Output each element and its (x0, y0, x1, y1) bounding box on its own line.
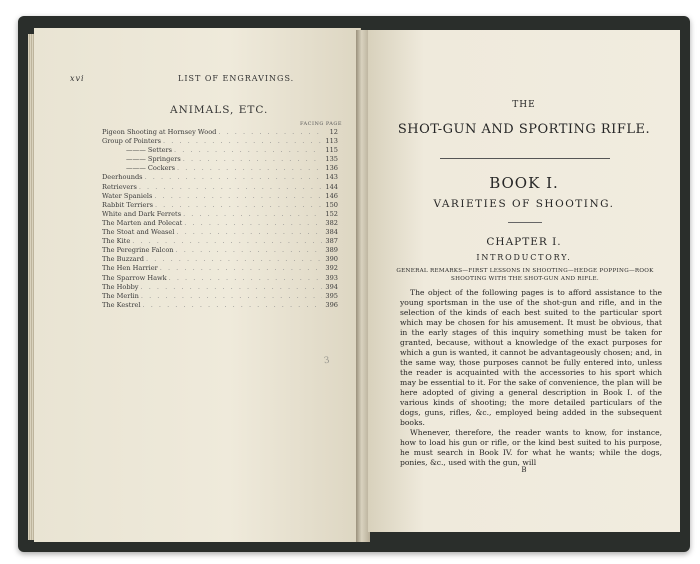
entry-label: The Kite (102, 237, 131, 246)
entry-page: 143 (325, 173, 338, 182)
list-item (102, 255, 338, 264)
entry-page: 146 (325, 191, 338, 200)
entry-page: 115 (325, 146, 338, 155)
leader-dots (141, 292, 322, 301)
leader-dots (183, 210, 322, 219)
entry-label: Deerhounds (102, 173, 143, 182)
entry-label: Water Spaniels (102, 191, 153, 200)
entry-label: ——— Springers (126, 155, 181, 164)
page-number: xvi (70, 74, 85, 83)
entry-page: 150 (325, 200, 338, 209)
list-item (102, 210, 338, 219)
entry-label: The Merlin (102, 291, 139, 300)
entry-label: The Buzzard (102, 255, 144, 264)
section-title: ANIMALS, ETC. (170, 104, 269, 116)
entry-label: The Stoat and Weasel (102, 228, 175, 237)
entry-label: Retrievers (102, 182, 137, 191)
entry-page: 113 (325, 137, 338, 146)
entry-page: 384 (325, 228, 338, 237)
entry-page: 135 (325, 155, 338, 164)
signature-mark: B (521, 466, 527, 474)
leader-dots (141, 283, 322, 292)
book-subtitle: VARIETIES OF SHOOTING. (433, 198, 615, 210)
leader-dots (154, 192, 322, 201)
entry-page: 144 (325, 182, 338, 191)
entry-page: 393 (325, 273, 338, 282)
running-head: LIST OF ENGRAVINGS. (178, 74, 295, 83)
body-paragraph: The object of the following pages is to afford assistance to the young sportsman in the use of the shot-gun and rifle, and in the selection of the kinds of each best suited to the particular sport which may be chosen for his amusement. It must be obvious, that in the early stages of this inquiry something must be taken for granted, because, without a knowledge of the exact purposes for which a gun is wanted, it cannot be advantageously chosen; and, in the same way, those purposes cannot be fully entered into, unless the reader is acquainted with the accessories to his sport which may be essential to it. For the sake of convenience, the plan will be here adopted of giving a general description in Book I. of the various kinds of shooting; the more detailed particulars of the dogs, guns, rifles, &c., employed being added in the subsequent books. (400, 288, 662, 427)
entry-label: The Peregrine Falcon (102, 246, 174, 255)
entry-page: 389 (325, 246, 338, 255)
leader-dots (183, 155, 322, 164)
leader-dots (143, 301, 323, 310)
entry-page: 394 (325, 282, 338, 291)
entry-label: Pigeon Shooting at Hornsey Wood (102, 128, 217, 136)
list-item (102, 292, 338, 301)
list-item (102, 274, 338, 283)
chapter-summary: GENERAL REMARKS—FIRST LESSONS IN SHOOTING—HEDGE POPPING—ROOK SHOOTING WITH THE SHOT-GUN AND RIFLE. (396, 268, 654, 282)
list-item (102, 283, 338, 292)
book-title: SHOT-GUN AND SPORTING RIFLE. (397, 122, 651, 137)
leader-dots (145, 173, 322, 182)
entry-label: ——— Cockers (126, 164, 176, 173)
leader-dots (132, 237, 322, 246)
entry-label: Rabbit Terriers (102, 200, 153, 209)
entry-page: 382 (325, 218, 338, 227)
entry-page: 392 (325, 264, 338, 273)
leader-dots (176, 246, 322, 255)
list-item (102, 219, 338, 228)
entry-label: The Marten and Polecat (102, 218, 183, 227)
leader-dots (146, 255, 322, 264)
list-item (102, 192, 338, 201)
list-item (102, 137, 338, 146)
entry-page: 152 (325, 209, 338, 218)
chapter-body (400, 288, 662, 468)
title-rule (440, 158, 610, 159)
leader-dots (155, 201, 322, 210)
list-item (102, 128, 338, 137)
entry-label: White and Dark Ferrets (102, 209, 182, 218)
entry-label: The Kestrel (102, 300, 141, 309)
body-paragraph: Whenever, therefore, the reader wants to know, for instance, how to load his gun or rifle, or the kind best suited to his purpose, he must search in Book IV. for what he wants; while the dogs, ponies, &c., used with the gun, will (400, 428, 662, 467)
leader-dots (169, 274, 322, 283)
engravings-list (102, 128, 338, 310)
pencil-mark: 3 (323, 355, 331, 367)
entry-page: 12 (329, 128, 338, 136)
list-item (102, 164, 338, 173)
list-item (102, 183, 338, 192)
leader-dots (174, 146, 322, 155)
leader-dots (176, 228, 322, 237)
title-article: THE (512, 100, 536, 110)
list-item (102, 146, 338, 155)
chapter-rule (508, 222, 542, 223)
list-item (102, 155, 338, 164)
list-item (102, 301, 338, 310)
entry-page: 136 (325, 164, 338, 173)
entry-page: 390 (325, 255, 338, 264)
entry-label: The Sparrow Hawk (102, 273, 167, 282)
list-item (102, 173, 338, 182)
leader-dots (139, 183, 322, 192)
list-item (102, 246, 338, 255)
leader-dots (218, 128, 322, 137)
list-item (102, 201, 338, 210)
leader-dots (163, 137, 322, 146)
entry-label: ——— Setters (126, 146, 173, 155)
entry-label: The Hobby (102, 282, 139, 291)
list-item (102, 228, 338, 237)
chapter-subtitle: INTRODUCTORY. (476, 253, 572, 262)
book-number: BOOK I. (489, 174, 559, 192)
list-item (102, 264, 338, 273)
entry-page: 395 (325, 291, 338, 300)
leader-dots (177, 164, 322, 173)
list-item (102, 237, 338, 246)
entry-label: The Hen Harrier (102, 264, 158, 273)
chapter-heading: CHAPTER I. (486, 236, 562, 248)
facing-page-label: FACING PAGE (300, 121, 343, 127)
leader-dots (160, 264, 322, 273)
leader-dots (184, 219, 322, 228)
entry-label: Group of Pointers (102, 137, 162, 146)
entry-page: 387 (325, 237, 338, 246)
entry-page: 396 (325, 300, 338, 309)
